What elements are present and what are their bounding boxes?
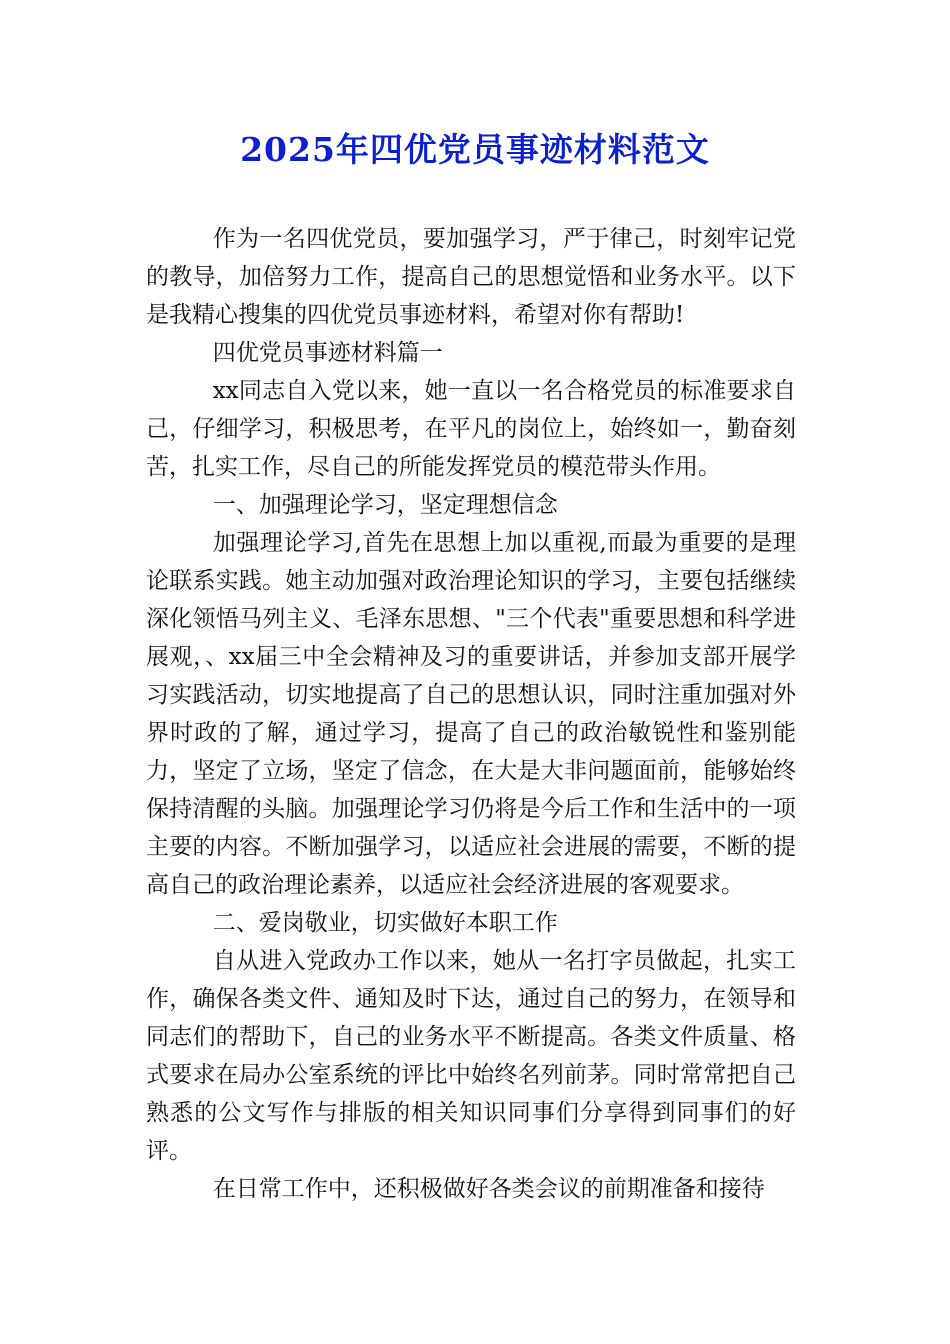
daily-work-paragraph: 在日常工作中，还积极做好各类会议的前期准备和接待 <box>212 1176 765 1202</box>
dedication-paragraph: 自从进入党政办工作以来，她从一名打字员做起，扎实工作，确保各类文件、通知及时下达，通过自己的努力，在领导和同志们的帮助下，自己的业务水平不断提高。各类文件质量、格式要求在局办公室系统的评比中始终名列前茅。同时常常把自己熟悉的公文写作与排版的相关知识同事们分享得到同事们的好评。 <box>146 948 796 1164</box>
intro-paragraph: 作为一名四优党员，要加强学习，严于律己，时刻牢记党的教导，加倍努力工作，提高自己的思想觉悟和业务水平。以下是我精心搜集的四优党员事迹材料，希望对你有帮助! <box>146 226 796 328</box>
section-heading-theory-study: 一、加强理论学习，坚定理想信念 <box>212 492 558 518</box>
section-heading-part-one: 四优党员事迹材料篇一 <box>212 340 443 366</box>
document-body <box>146 220 796 1208</box>
theory-study-paragraph: 加强理论学习,首先在思想上加以重视,而最为重要的是理论联系实践。她主动加强对政治理论知识的学习，主要包括继续深化领悟马列主义、毛泽东思想、"三个代表"重要思想和科学进展观，、xx届三中全会精神及习的重要讲话，并参加支部开展学习实践活动，切实地提高了自己的思想认识，同时注重加强对外界时政的了解，通过学习，提高了自己的政治敏锐性和鉴别能力，坚定了立场，坚定了信念，在大是大非问题面前，能够始终保持清醒的头脑。加强理论学习仍将是今后工作和生活中的一项主要的内容。不断加强学习，以适应社会进展的需要，不断的提高自己的政治理论素养，以适应社会经济进展的客观要求。 <box>146 530 796 898</box>
profile-paragraph: xx同志自入党以来，她一直以一名合格党员的标准要求自己，仔细学习，积极思考，在平凡的岗位上，始终如一，勤奋刻苦，扎实工作，尽自己的所能发挥党员的模范带头作用。 <box>146 378 796 480</box>
section-heading-dedication: 二、爱岗敬业，切实做好本职工作 <box>212 910 558 936</box>
document-title: 2025年四优党员事迹材料范文 <box>240 130 710 169</box>
